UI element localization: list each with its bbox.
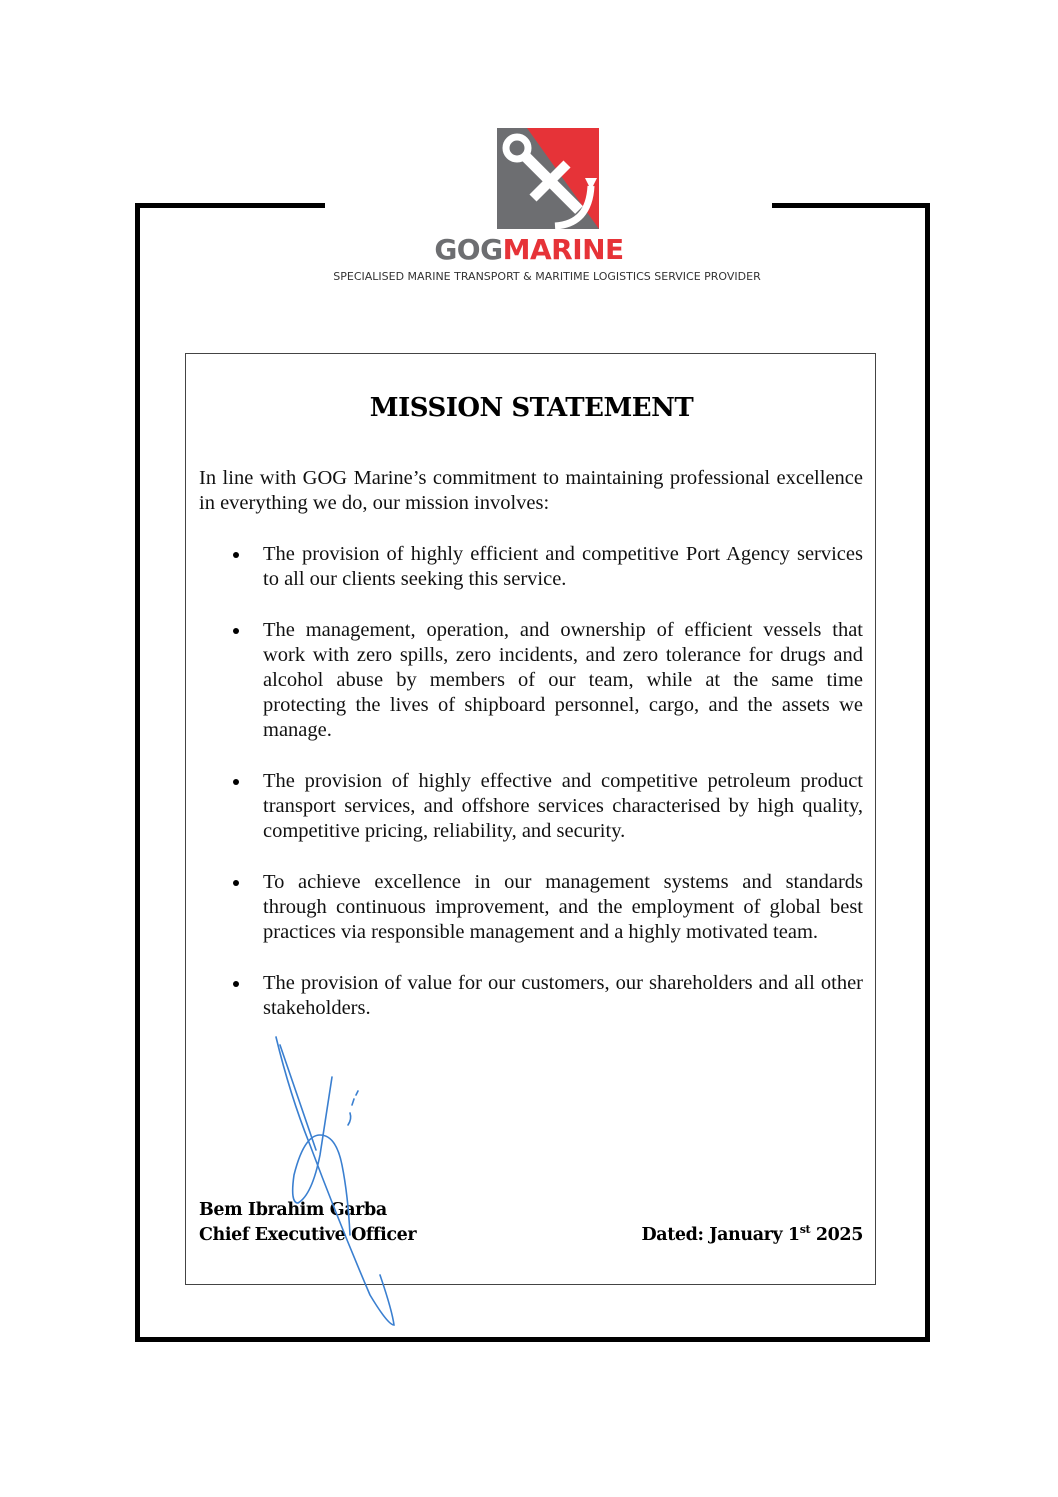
logo-wordmark-gog: GOG	[434, 233, 503, 266]
list-item-text: The provision of value for our customers, our shareholders and all other stakeholders.	[263, 972, 863, 1019]
bullet-icon	[233, 981, 239, 987]
outer-frame-top-right	[772, 203, 930, 208]
bullet-icon	[233, 628, 239, 634]
list-item	[199, 769, 863, 844]
date-ordinal: st	[799, 1223, 811, 1236]
list-item	[199, 542, 863, 592]
intro-paragraph: In line with GOG Marine’s commitment to maintaining professional excellence in everything we do, our mission involves:	[199, 467, 863, 514]
logo-tagline: SPECIALISED MARINE TRANSPORT & MARITIME LOGISTICS SERVICE PROVIDER	[333, 270, 761, 283]
date-line	[642, 1223, 863, 1248]
bullet-icon	[233, 779, 239, 785]
outer-frame-bottom	[135, 1337, 930, 1342]
anchor-icon	[497, 128, 599, 229]
signatory-position: Chief Executive Officer	[199, 1225, 417, 1245]
outer-frame-left	[135, 203, 140, 1342]
logo-wordmark	[0, 230, 1058, 270]
bullet-icon	[233, 552, 239, 558]
signatory-name: Bem Ibrahim Garba	[199, 1200, 387, 1220]
page-title: MISSION STATEMENT	[369, 393, 694, 423]
logo-wordmark-marine: MARINE	[502, 233, 624, 266]
mission-list	[199, 542, 863, 1047]
list-item-text: The management, operation, and ownership of efficient vessels that work with zero spills, zero incidents, and zero tolerance for drugs and alcohol abuse by members of our team, while at the same time protecting the lives of shipboard personnel, cargo, and the assets we manage.	[263, 619, 863, 741]
date-year: 2025	[810, 1225, 863, 1245]
list-item-text: The provision of highly efficient and competitive Port Agency services to all our clients seeking this service.	[263, 543, 863, 590]
list-item	[199, 870, 863, 945]
outer-frame-right	[925, 203, 930, 1342]
list-item-text: To achieve excellence in our management systems and standards through continuous improvement, and the employment of global best practices via responsible management and a highly motivated team.	[263, 871, 863, 943]
list-item-text: The provision of highly effective and competitive petroleum product transport services, and offshore services characterised by high quality, competitive pricing, reliability, and security.	[263, 770, 863, 842]
list-item	[199, 971, 863, 1021]
signatory-block	[199, 1198, 416, 1248]
bullet-icon	[233, 880, 239, 886]
list-item	[199, 618, 863, 743]
date-prefix: Dated: January 1	[641, 1225, 800, 1245]
outer-frame-top-left	[135, 203, 325, 208]
